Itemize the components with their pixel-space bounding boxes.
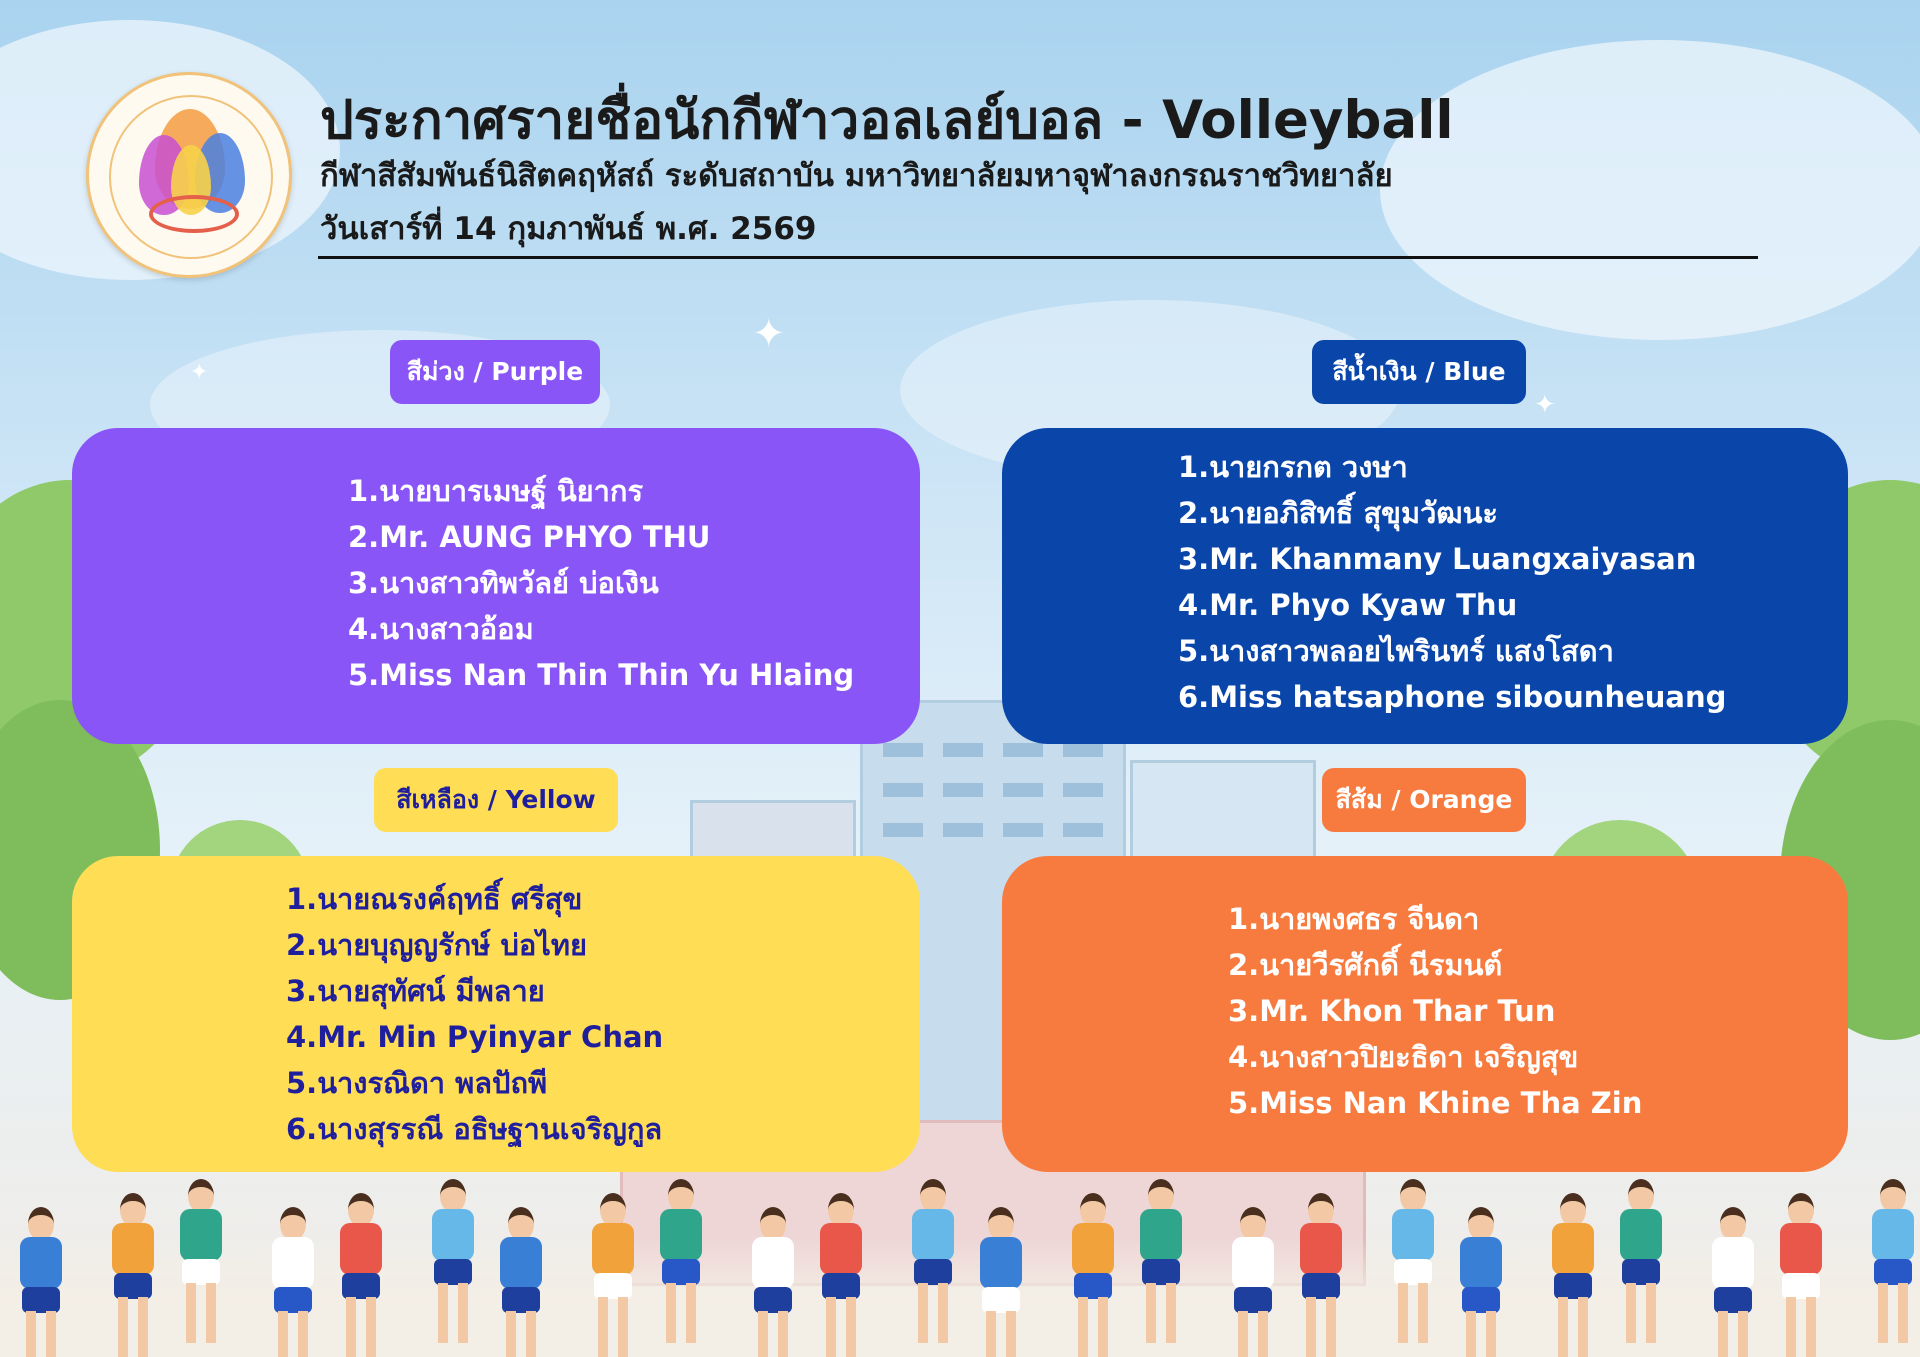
team-label-purple: สีม่วง / Purple (390, 340, 600, 404)
page-title: ประกาศรายชื่อนักกีฬาวอลเลย์บอล - Volleyball (320, 90, 1454, 151)
roster-item: 4.นางสาวปิยะธิดา เจริญสุข (1228, 1040, 1579, 1074)
athlete-figure (1130, 1179, 1190, 1357)
roster-list (1178, 444, 1848, 720)
athlete-figure (1862, 1179, 1920, 1357)
athlete-figure (262, 1207, 322, 1357)
roster-item: 5.Miss Nan Khine Tha Zin (1228, 1086, 1643, 1120)
roster-item: 3.Mr. Khanmany Luangxaiyasan (1178, 542, 1697, 576)
team-label-blue: สีน้ำเงิน / Blue (1312, 340, 1526, 404)
athlete-figure (1770, 1193, 1830, 1357)
event-logo (86, 72, 292, 278)
roster-list (348, 468, 920, 698)
athlete-figure (102, 1193, 162, 1357)
roster-item: 1.นายพงศธร จีนดา (1228, 902, 1480, 936)
roster-item: 5.Miss Nan Thin Thin Yu Hlaing (348, 658, 855, 692)
athlete-figure (1222, 1207, 1282, 1357)
athlete-figure (490, 1207, 550, 1357)
athlete-figure (170, 1179, 230, 1357)
roster-item: 2.นายบุญญรักษ์ บ่อไทย (286, 928, 587, 962)
roster-item: 3.Mr. Khon Thar Tun (1228, 994, 1556, 1028)
roster-item: 6.นางสุรรณี อธิษฐานเจริญกูล (286, 1112, 663, 1146)
athlete-figure (422, 1179, 482, 1357)
roster-item: 1.นายบารเมษฐ์ นิยากร (348, 474, 644, 508)
athlete-figure (1382, 1179, 1442, 1357)
roster-item: 3.นางสาวทิพวัลย์ บ่อเงิน (348, 566, 659, 600)
athlete-figure (742, 1207, 802, 1357)
roster-item: 4.Mr. Min Pyinyar Chan (286, 1020, 664, 1054)
roster-item: 1.นายกรกต วงษา (1178, 450, 1408, 484)
event-date: วันเสาร์ที่ 14 กุมภาพันธ์ พ.ศ. 2569 (320, 211, 817, 247)
athlete-figure (330, 1193, 390, 1357)
team-label-orange: สีส้ม / Orange (1322, 768, 1526, 832)
roster-item: 2.Mr. AUNG PHYO THU (348, 520, 711, 554)
athlete-figure (1610, 1179, 1670, 1357)
roster-item: 2.นายอภิสิทธิ์ สุขุมวัฒนะ (1178, 496, 1498, 530)
athlete-figure (1062, 1193, 1122, 1357)
team-card-blue (1002, 428, 1848, 744)
cloud (1380, 40, 1920, 340)
roster-item: 1.นายณรงค์ฤทธิ์ ศรีสุข (286, 882, 583, 916)
roster-list (286, 876, 920, 1152)
athlete-figure (902, 1179, 962, 1357)
team-card-yellow (72, 856, 920, 1172)
wheel-icon (149, 195, 239, 233)
athlete-figure (650, 1179, 710, 1357)
roster-item: 2.นายวีรศักดิ์ นีรมนต์ (1228, 948, 1503, 982)
roster-list (1228, 896, 1848, 1126)
header-divider (318, 256, 1758, 259)
athlete-figure (10, 1207, 70, 1357)
roster-item: 6.Miss hatsaphone sibounheuang (1178, 680, 1727, 714)
roster-item: 4.Mr. Phyo Kyaw Thu (1178, 588, 1518, 622)
team-label-yellow: สีเหลือง / Yellow (374, 768, 618, 832)
athlete-figure (970, 1207, 1030, 1357)
athlete-figure (1450, 1207, 1510, 1357)
athlete-figure (810, 1193, 870, 1357)
roster-item: 3.นายสุทัศน์ มีพลาย (286, 974, 545, 1008)
team-card-orange (1002, 856, 1848, 1172)
athlete-figure (582, 1193, 642, 1357)
sparkle-icon: ✦ (1534, 390, 1556, 420)
team-card-purple (72, 428, 920, 744)
roster-item: 5.นางรณิดา พลปัถพี (286, 1066, 548, 1100)
roster-item: 4.นางสาวอ้อม (348, 612, 534, 646)
roster-item: 5.นางสาวพลอยไพรินทร์ แสงโสดา (1178, 634, 1614, 668)
sparkle-icon: ✦ (190, 360, 209, 385)
athlete-figure (1702, 1207, 1762, 1357)
page-subtitle: กีฬาสีสัมพันธ์นิสิตคฤหัสถ์ ระดับสถาบัน มหาวิทยาลัยมหาจุฬาลงกรณราชวิทยาลัย (320, 158, 1393, 194)
athlete-figure (1542, 1193, 1602, 1357)
athlete-figure (1290, 1193, 1350, 1357)
sparkle-icon: ✦ (752, 311, 786, 357)
